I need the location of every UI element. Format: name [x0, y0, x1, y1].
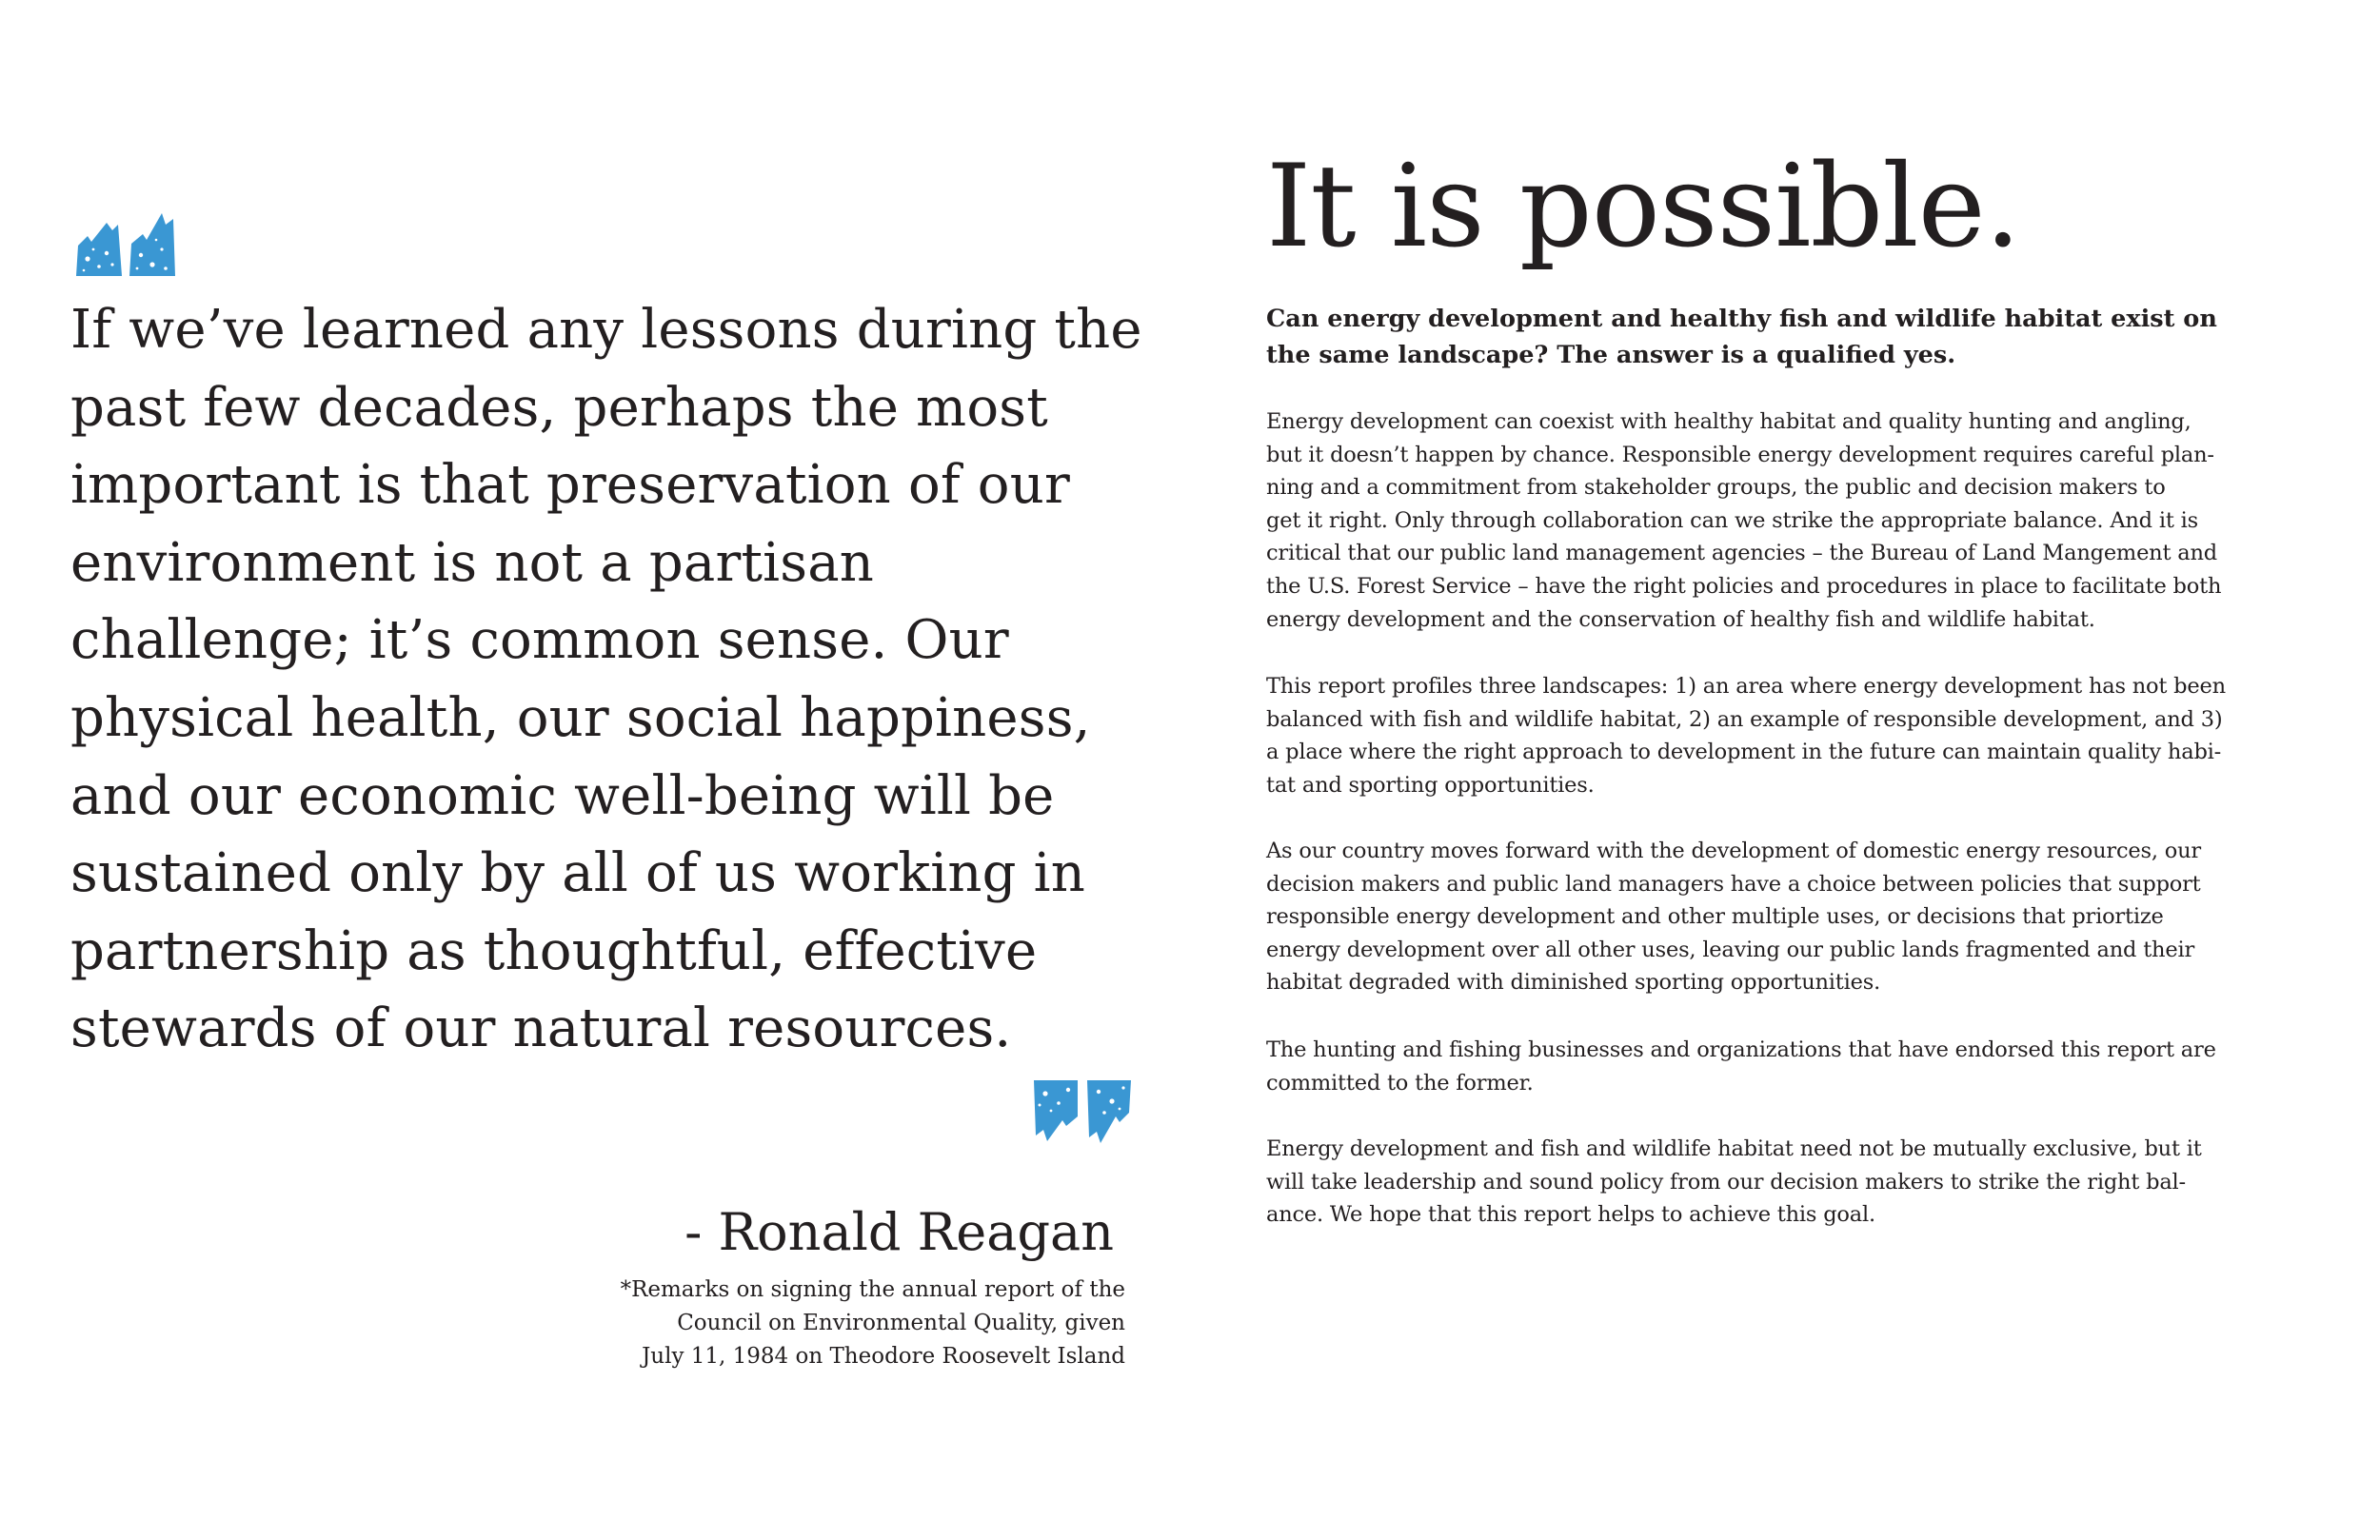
- source-note-line: July 11, 1984 on Theodore Roosevelt Island: [642, 1344, 1125, 1369]
- paragraph-line: a place where the right approach to development in the future can maintain quality habi-: [1266, 740, 2222, 765]
- paragraph-line: the U.S. Forest Service – have the right policies and procedures in place to facilitate both: [1266, 573, 2222, 599]
- paragraph-line: ance. We hope that this report helps to achieve this goal.: [1266, 1202, 1875, 1228]
- close-quote-icon: [1030, 1078, 1133, 1145]
- paragraph-line: tat and sporting opportunities.: [1266, 772, 1595, 798]
- page-title: It is possible.: [1266, 141, 2020, 273]
- paragraph-line: energy development and the conservation of healthy fish and wildlife habitat.: [1266, 606, 2095, 632]
- paragraph-line: This report profiles three landscapes: 1) an area where energy development has not been: [1266, 674, 2226, 699]
- reagan-quote: If we’ve learned any lessons during the past few decades, perhaps the most important is that preservation of our environment is not a partisan challenge; it’s common sense. Our physical health, our social happiness, and our economic well-being will be sustained only by all of us working in partnership as thoughtful, effective stewards of our natural resources.: [70, 299, 1142, 1060]
- paragraph-line: balanced with fish and wildlife habitat, 2) an example of responsible development, and 3): [1266, 706, 2223, 732]
- body-paragraph-2: [1266, 670, 2361, 801]
- paragraph-line: committed to the former.: [1266, 1070, 1534, 1096]
- paragraph-line: As our country moves forward with the development of domestic energy resources, our: [1266, 839, 2201, 863]
- paragraph-line: will take leadership and sound policy from our decision makers to strike the right bal-: [1266, 1169, 2186, 1194]
- paragraph-line: but it doesn’t happen by chance. Responsible energy development requires careful plan-: [1266, 442, 2214, 467]
- paragraph-line: responsible energy development and other multiple uses, or decisions that priortize: [1266, 904, 2164, 930]
- body-paragraph-4: [1266, 1034, 2361, 1099]
- body-paragraph-3: [1266, 835, 2361, 999]
- body-paragraph-5: [1266, 1133, 2361, 1232]
- lead-line: Can energy development and healthy fish and wildlife habitat exist on: [1266, 305, 2217, 333]
- paragraph-line: habitat degraded with diminished sporting opportunities.: [1266, 970, 1881, 996]
- lead-question: [1266, 301, 2351, 373]
- body-paragraph-1: [1266, 405, 2361, 636]
- paragraph-line: Energy development and fish and wildlife habitat need not be mutually exclusive, but it: [1266, 1136, 2202, 1161]
- paragraph-line: energy development over all other uses, leaving our public lands fragmented and their: [1266, 937, 2194, 962]
- quote-attribution: - Ronald Reagan: [684, 1202, 1114, 1262]
- paragraph-line: The hunting and fishing businesses and organizations that have endorsed this report are: [1266, 1037, 2216, 1062]
- open-quote-icon: [74, 211, 177, 278]
- paragraph-line: get it right. Only through collaboration can we strike the appropriate balance. And it is: [1266, 507, 2198, 533]
- paragraph-line: Energy development can coexist with healthy habitat and quality hunting and angling,: [1266, 409, 2192, 434]
- paragraph-line: ning and a commitment from stakeholder groups, the public and decision makers to: [1266, 475, 2166, 501]
- source-note-line: *Remarks on signing the annual report of the: [620, 1277, 1125, 1302]
- paragraph-line: critical that our public land management agencies – the Bureau of Land Mangement and: [1266, 541, 2217, 566]
- source-note-line: Council on Environmental Quality, given: [677, 1311, 1125, 1335]
- paragraph-line: decision makers and public land managers have a choice between policies that support: [1266, 871, 2201, 897]
- right-page: [1190, 0, 2380, 1540]
- lead-line: the same landscape? The answer is a qualified yes.: [1266, 341, 1956, 369]
- quote-source-note: [533, 1273, 1125, 1373]
